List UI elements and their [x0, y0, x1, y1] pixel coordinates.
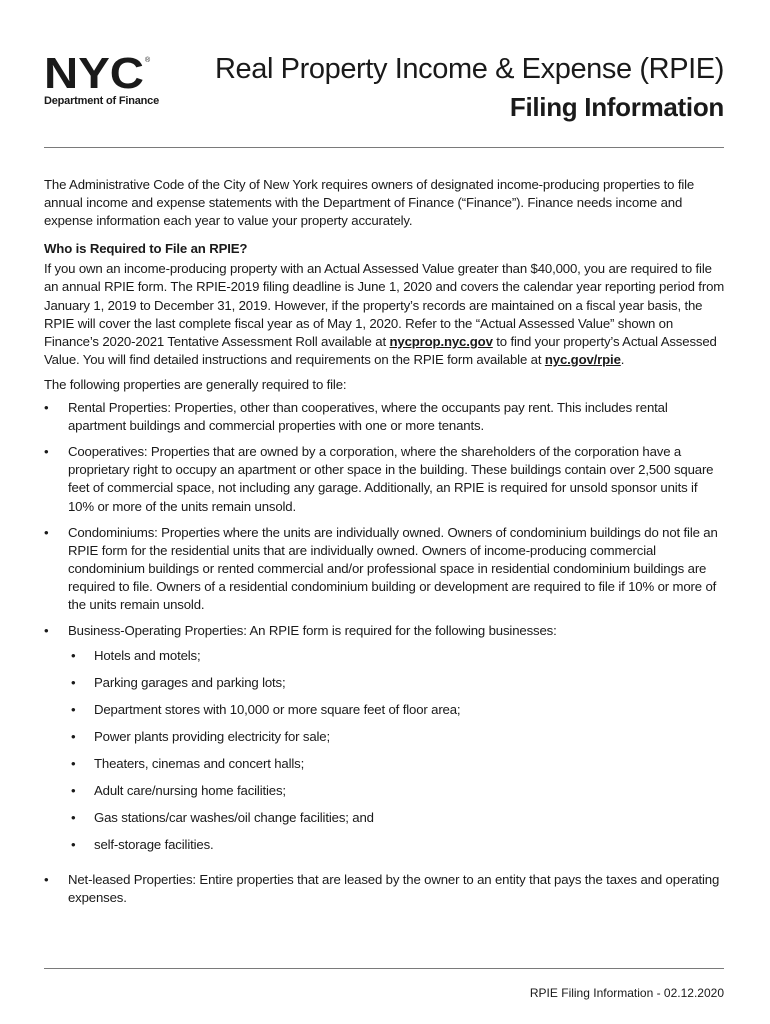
property-term: Cooperatives: [68, 444, 148, 460]
bullet-icon: • [71, 729, 76, 745]
property-desc: : An RPIE form is required for the following businesses: [243, 623, 557, 639]
business-item-text: Department stores with 10,000 or more square feet of floor area; [94, 702, 461, 718]
bullet-icon: • [44, 400, 49, 416]
business-item-text: Gas stations/car washes/oil change facilities; and [94, 810, 374, 826]
nyc-logo-icon [44, 52, 152, 94]
page-title: Real Property Income & Expense (RPIE) [214, 53, 724, 85]
following-intro: The following properties are generally required to file: [44, 376, 347, 392]
business-item [68, 809, 726, 836]
property-desc: Properties where the units are individually owned. Owners of condominium buildings do not file an RPIE form for the residential units that are individually owned. Owners of income-producing commercial condominium buildings or rented commercial and/or professional space in residential condominium buildings are required to file. Owners of a residential condominium building or development are required to file if 10% or more of the units remain unsold. [68, 524, 718, 612]
property-condominiums [44, 524, 726, 614]
property-rental [44, 399, 726, 435]
header-divider [44, 147, 724, 148]
footer-text: RPIE Filing Information - 02.12.2020 [529, 986, 724, 1000]
bullet-icon: • [44, 444, 49, 460]
bullet-icon: • [71, 675, 76, 691]
bullet-icon: • [44, 524, 49, 540]
intro-paragraph: The Administrative Code of the City of New York requires owners of designated income-producing properties to file annual income and expense statements with the Department of Finance (“Finance”). Finance needs income and expense information each year to value your property accurately. [44, 177, 695, 229]
section-heading: Who is Required to File an RPIE? [44, 241, 248, 257]
footer-divider [44, 968, 724, 969]
who-text-1: If you own an income-producing property with an Actual Assessed Value greater than $40,000, you are required to file an annual RPIE form. The RPIE-2019 filing deadline is June 1, 2020 and covers the calendar year reporting period from January 1, 2019 to December 31, 2019. However, if the property’s records are maintained on a fiscal year basis, the RPIE will cover the last complete fiscal year as of May 1, 2020. Refer to the “Actual Assessed Value” shown on Finance’s 2020-2021 Tentative Assessment Roll available at [44, 261, 725, 349]
bullet-icon: • [44, 872, 49, 888]
who-text-3: . [620, 351, 625, 367]
svg-text:®: ® [145, 57, 151, 64]
business-item-text: self-storage facilities. [94, 837, 214, 853]
who-text-2: to find your property’s Actual Assessed Value. You will find detailed instructions and requirements on the RPIE form available at [44, 333, 717, 367]
property-desc: Entire properties that are leased by the owner to an entity that pays the taxes and operating expenses. [68, 872, 720, 906]
business-item [68, 674, 726, 701]
business-item [68, 782, 726, 809]
property-desc: Properties, other than cooperatives, where the occupants pay rent. This includes rental apartment buildings and commercial properties with one or more tenants. [68, 400, 668, 434]
bullet-icon: • [71, 702, 76, 718]
nycprop-link[interactable]: nycprop.nyc.gov [389, 333, 493, 349]
department-name: Department of Finance [44, 95, 159, 107]
svg-text:NYC: NYC [44, 52, 144, 94]
bullet-icon: • [71, 648, 76, 664]
who-paragraph [44, 260, 726, 369]
business-item-text: Hotels and motels; [94, 648, 201, 664]
bullet-icon: • [44, 623, 49, 639]
business-item-text: Power plants providing electricity for sale; [94, 729, 331, 745]
property-desc: Properties that are owned by a corporation, where the shareholders of the corporation have a proprietary right to occupy an apartment or other space in the building. These buildings contain over 2,500 square feet of commercial space, not including any garage. Additionally, an RPIE is required for unsold sponsor units if 10% or more of the units remain unsold. [68, 444, 714, 514]
property-list [44, 399, 726, 907]
business-item [68, 701, 726, 728]
rpie-link[interactable]: nyc.gov/rpie [544, 351, 621, 367]
property-term: Condominiums: [68, 524, 158, 540]
bullet-icon: • [71, 783, 76, 799]
bullet-icon: • [71, 837, 76, 853]
business-item [68, 728, 726, 755]
document-body [44, 176, 726, 915]
property-term: Business-Operating Properties [68, 623, 244, 639]
bullet-icon: • [71, 756, 76, 772]
business-item-text: Adult care/nursing home facilities; [94, 783, 286, 799]
property-term: Rental Properties: [68, 400, 171, 416]
property-business-operating [44, 622, 726, 863]
business-item [68, 755, 726, 782]
property-cooperatives [44, 443, 726, 515]
property-term: Net-leased Properties: [68, 872, 196, 888]
business-item-text: Theaters, cinemas and concert halls; [94, 756, 305, 772]
nyc-finance-logo [44, 52, 184, 107]
bullet-icon: • [71, 810, 76, 826]
business-item [68, 647, 726, 674]
business-item-text: Parking garages and parking lots; [94, 675, 286, 691]
page-subtitle: Filing Information [509, 92, 724, 122]
business-list [68, 647, 726, 863]
business-item [68, 836, 726, 863]
property-net-leased [44, 871, 726, 907]
